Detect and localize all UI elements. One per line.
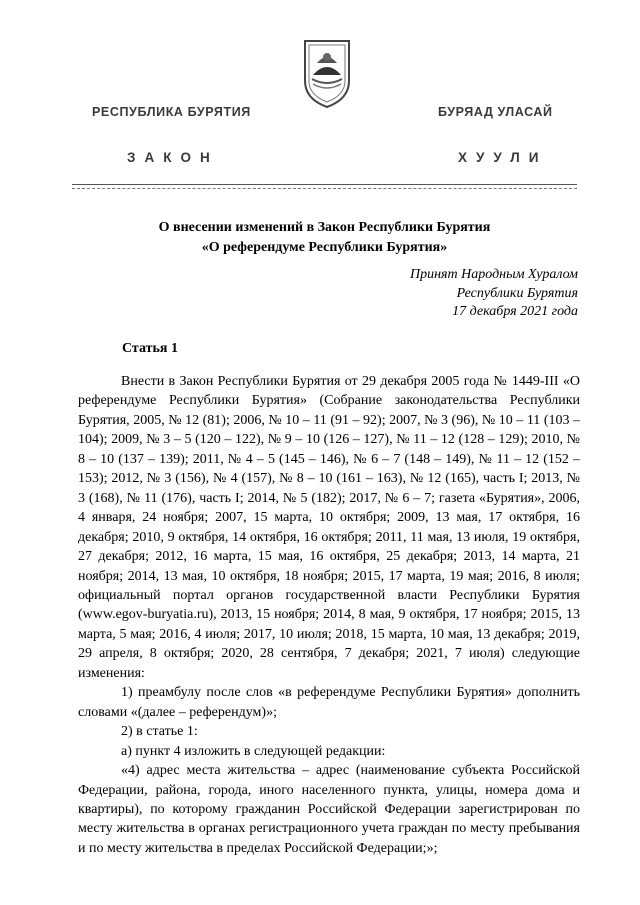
article-subitem-a: а) пункт 4 изложить в следующей редакции: [121,743,386,759]
republic-name-buryat: БУРЯАД УЛАСАЙ [438,105,553,119]
law-label-russian: ЗАКОН [127,150,219,165]
adoption-line-1: Принят Народным Хуралом [409,267,578,282]
adoption-line-2: Республики Бурятия [456,285,578,301]
law-title [72,218,577,258]
article-heading: Статья 1 [122,341,178,356]
article-quoted-definition: «4) адрес места жительства – адрес (наименование субъекта Российской Федерации, района, города, иного населенного пункта, улицы, номера дома и квартиры), по которому гражданин Российской Федерации зарегистрирован по месту жительства в органах регистрационного учета граждан по месту пребывания и по месту жительства в пределах Российской Федерации;»; [78,763,580,856]
article-paragraph-intro: Внести в Закон Республики Бурятия от 29 декабря 2005 года № 1449-III «О референдуме Республики Бурятия» (Собрание законодательства Республики Бурятия, 2005, № 12 (81); 2006, № 10 – 11 (91 – 92); 2007, № 3 (96), № 10 – 11 (103 – 104); 2009, № 3 – 5 (120 – 122), № 9 – 10 (126 – 127), № 11 – 12 (128 – 129); 2010, № 8 – 10 (137 – 139); 2011, № 4 – 5 (145 – 146), № 6 – 7 (148 – 149), № 11 – 12 (152 – 153); 2012, № 3 (156), № 4 (157), № 8 – 10 (161 – 163), № 12 (165), часть I; 2013, № 3 (168), № 11 (176), часть I; 2014, № 5 (182); 2017, № 6 – 7; газета «Бурятия», 2006, 4 января, 24 ноября; 2007, 15 марта, 10 октября; 2009, 13 мая, 17 октября, 16 декабря; 2010, 9 октября, 14 октября, 16 октября; 2011, 11 мая, 13 июля, 19 октября, 27 декабря; 2012, 16 марта, 15 мая, 16 октября, 25 декабря; 2013, 14 марта, 21 ноября; 2014, 13 мая, 10 октября, 18 ноября; 2015, 17 марта, 19 мая; 2016, 8 июля; официальный портал органов государственной власти Республики Бурятия (www.egov-buryatia.ru), 2013, 15 ноября; 2014, 8 мая, 9 октября, 17 ноября; 2015, 13 марта, 5 мая; 2016, 4 июля; 2017, 10 июля; 2018, 15 марта, 10 мая, 13 декабря; 2019, 29 апреля, 8 октября; 2020, 28 сентября, 7 декабря; 2021, 7 июля) следующие изменения: [78,374,580,681]
coat-of-arms-emblem [299,37,355,109]
header-divider-secondary [72,188,577,189]
law-label-buryat: ХУУЛИ [458,150,548,165]
law-title-line-1: О внесении изменений в Закон Республики Бурятия [158,220,491,235]
article-body [78,372,580,858]
republic-name-russian: РЕСПУБЛИКА БУРЯТИЯ [92,105,251,119]
article-item-2: 2) в статье 1: [121,724,198,740]
adoption-date: 17 декабря 2021 года [452,304,578,319]
adoption-note [410,266,578,322]
header-divider [72,184,577,185]
law-title-line-2: «О референдуме Республики Бурятия» [201,240,448,255]
article-item-1: 1) преамбулу после слов «в референдуме Республики Бурятия» дополнить словами «(далее – референдум)»; [78,685,580,720]
